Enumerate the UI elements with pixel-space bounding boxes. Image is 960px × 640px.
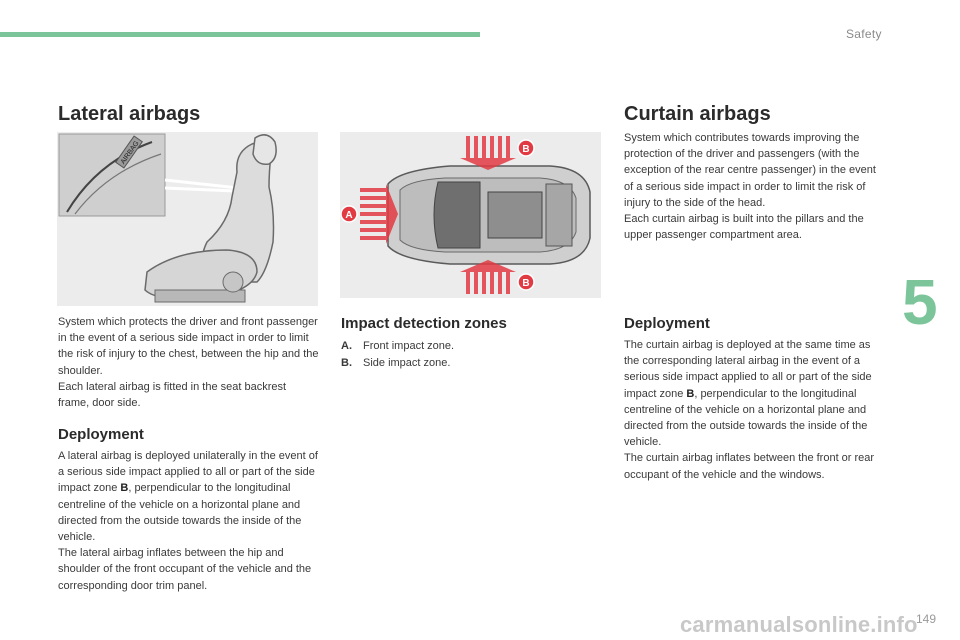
chapter-number: 5: [902, 266, 938, 338]
page-number: 149: [916, 612, 937, 626]
car-topview-icon: [340, 132, 601, 298]
marker-a: A: [345, 210, 353, 221]
curtain-intro-text: System which contributes towards improving the protection of the driver and passengers (with the exception of the rear centre passenger) in the event of a serious side impact in order to limit the risk of injury to the side of the head. Each curtain airbag is built into the pillars and the upper passenger compartment area.: [624, 132, 876, 242]
seat-icon: [57, 132, 318, 306]
curtain-airbags-title: Curtain airbags: [624, 103, 771, 125]
lateral-deployment-title: Deployment: [58, 426, 144, 443]
marker-b-top: B: [522, 144, 530, 155]
list-item: B. Side impact zone.: [341, 356, 451, 369]
header-accent-bar: [0, 32, 480, 37]
impact-zones-list: [341, 338, 454, 371]
lateral-deployment-text: A lateral airbag is deployed unilaterally in the event of a serious side impact applied to all or part of the side impact zone B, perpendicular to the longitudinal centreline of the vehicle on a horizontal plane and directed from the outside towards the inside of the vehicle. The lateral airbag inflates between the hip and shoulder of the front occupant of the vehicle and the corresponding door trim panel.: [58, 450, 318, 592]
curtain-deployment-title: Deployment: [624, 315, 710, 332]
lateral-intro-text: System which protects the driver and front passenger in the event of a serious side impact in order to limit the risk of injury to the chest, between the hip and the shoulder. Each lateral airbag is fitted in the seat backrest frame, door side.: [58, 316, 319, 410]
marker-b-bottom: B: [522, 278, 530, 289]
seat-airbag-illustration: [57, 132, 318, 306]
lateral-airbags-title: Lateral airbags: [58, 103, 201, 125]
airbag-label: AIRBAG: [119, 140, 141, 166]
list-item: A. Front impact zone.: [341, 340, 455, 352]
section-title: Safety: [846, 27, 882, 41]
impact-zones-title: Impact detection zones: [341, 315, 507, 332]
watermark: carmanualsonline.info: [680, 612, 918, 637]
impact-zones-diagram: [340, 132, 601, 298]
curtain-deployment-text: The curtain airbag is deployed at the same time as the corresponding lateral airbag in the event of a serious side impact applied to all or part of the side impact zone B, perpendicular to the longitudinal centreline of the vehicle on a horizontal plane and directed from the outside towards the inside of the vehicle. The curtain airbag inflates between the front or rear occupant of the vehicle and the windows.: [624, 339, 875, 481]
